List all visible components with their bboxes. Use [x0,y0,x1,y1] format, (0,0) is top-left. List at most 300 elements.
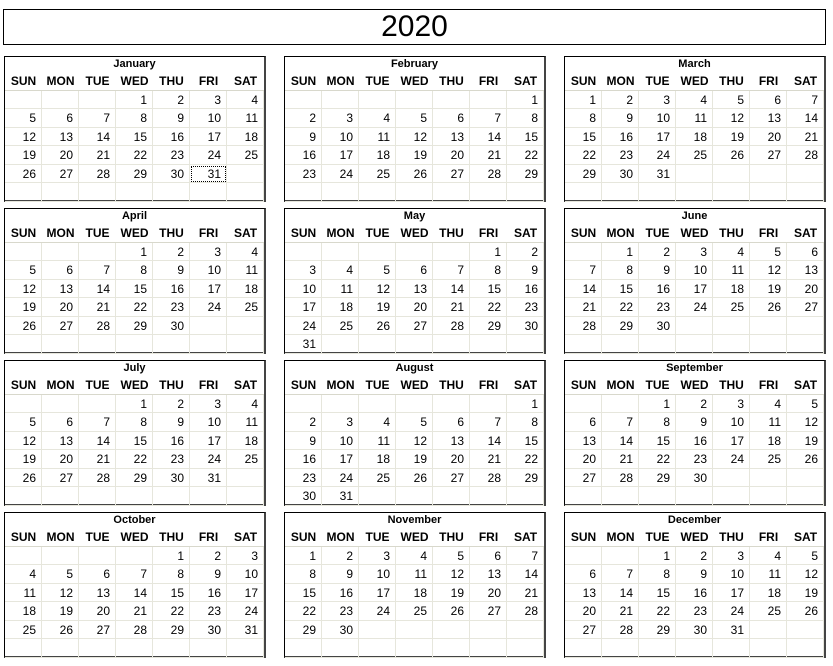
day-cell[interactable]: 11 [676,109,713,128]
day-cell[interactable]: 17 [639,128,676,147]
day-cell[interactable]: 28 [602,469,639,488]
day-cell[interactable]: 12 [433,565,470,584]
day-cell[interactable]: 31 [190,469,227,488]
day-cell[interactable]: 26 [713,146,750,165]
day-cell[interactable]: 23 [190,602,227,621]
day-cell[interactable]: 29 [116,165,153,184]
day-cell[interactable]: 9 [285,128,322,147]
day-cell[interactable]: 7 [565,261,602,280]
day-cell[interactable]: 10 [322,432,359,451]
day-cell[interactable]: 3 [285,261,322,280]
day-cell[interactable]: 14 [602,584,639,603]
day-cell[interactable]: 7 [787,91,824,110]
day-cell[interactable]: 27 [433,165,470,184]
day-cell[interactable]: 20 [565,450,602,469]
day-cell[interactable]: 8 [639,413,676,432]
day-cell[interactable]: 27 [42,317,79,336]
day-cell[interactable]: 19 [713,128,750,147]
day-cell[interactable]: 24 [190,298,227,317]
day-cell[interactable]: 1 [116,395,153,414]
day-cell[interactable]: 4 [396,547,433,566]
day-cell[interactable]: 4 [750,395,787,414]
day-cell[interactable]: 11 [227,261,264,280]
day-cell[interactable]: 13 [396,280,433,299]
day-cell[interactable]: 11 [750,413,787,432]
day-cell[interactable]: 1 [507,91,544,110]
day-cell[interactable]: 4 [676,91,713,110]
day-cell[interactable]: 16 [285,450,322,469]
day-cell[interactable]: 4 [359,109,396,128]
day-cell[interactable]: 3 [190,91,227,110]
day-cell[interactable]: 6 [42,413,79,432]
day-cell[interactable]: 1 [507,395,544,414]
day-cell[interactable]: 7 [602,413,639,432]
day-cell[interactable]: 17 [713,432,750,451]
day-cell[interactable]: 22 [116,146,153,165]
day-cell[interactable]: 10 [639,109,676,128]
day-cell[interactable]: 20 [750,128,787,147]
day-cell[interactable]: 11 [227,109,264,128]
day-cell[interactable]: 5 [396,109,433,128]
day-cell[interactable]: 8 [507,109,544,128]
day-cell[interactable]: 18 [750,432,787,451]
day-cell[interactable]: 10 [676,261,713,280]
day-cell[interactable]: 21 [79,146,116,165]
day-cell[interactable]: 7 [116,565,153,584]
day-cell[interactable]: 7 [602,565,639,584]
day-cell[interactable]: 26 [433,602,470,621]
day-cell[interactable]: 18 [676,128,713,147]
day-cell[interactable]: 16 [639,280,676,299]
day-cell[interactable]: 30 [153,165,190,184]
day-cell[interactable]: 14 [787,109,824,128]
day-cell[interactable]: 27 [42,165,79,184]
day-cell[interactable]: 12 [5,432,42,451]
day-cell[interactable]: 24 [639,146,676,165]
day-cell[interactable]: 27 [565,621,602,640]
day-cell[interactable]: 29 [470,317,507,336]
day-cell[interactable]: 21 [433,298,470,317]
day-cell[interactable]: 6 [433,413,470,432]
day-cell[interactable]: 24 [190,146,227,165]
day-cell[interactable]: 9 [153,261,190,280]
day-cell[interactable]: 16 [322,584,359,603]
day-cell[interactable]: 25 [227,450,264,469]
day-cell[interactable]: 15 [285,584,322,603]
day-cell[interactable]: 18 [5,602,42,621]
day-cell[interactable]: 5 [750,243,787,262]
day-cell[interactable]: 10 [285,280,322,299]
day-cell[interactable]: 13 [42,128,79,147]
day-cell[interactable]: 15 [507,432,544,451]
day-cell[interactable]: 19 [396,146,433,165]
day-cell[interactable]: 17 [190,280,227,299]
day-cell[interactable]: 8 [116,413,153,432]
day-cell[interactable]: 1 [639,395,676,414]
day-cell[interactable]: 2 [676,395,713,414]
day-cell[interactable]: 12 [713,109,750,128]
day-cell[interactable]: 2 [639,243,676,262]
day-cell[interactable]: 26 [787,450,824,469]
day-cell[interactable]: 22 [116,298,153,317]
day-cell[interactable]: 15 [116,128,153,147]
day-cell[interactable]: 3 [713,395,750,414]
day-cell[interactable]: 24 [713,450,750,469]
day-cell[interactable]: 25 [676,146,713,165]
day-cell[interactable]: 18 [322,298,359,317]
day-cell[interactable]: 8 [507,413,544,432]
day-cell[interactable]: 4 [713,243,750,262]
day-cell[interactable]: 16 [602,128,639,147]
day-cell[interactable]: 14 [79,432,116,451]
day-cell[interactable]: 22 [602,298,639,317]
day-cell[interactable]: 22 [639,450,676,469]
day-cell[interactable]: 18 [227,280,264,299]
day-cell[interactable]: 19 [5,146,42,165]
day-cell[interactable]: 30 [190,621,227,640]
day-cell[interactable]: 26 [42,621,79,640]
day-cell[interactable]: 17 [676,280,713,299]
day-cell[interactable]: 20 [470,584,507,603]
day-cell[interactable]: 15 [116,432,153,451]
day-cell[interactable]: 31 [713,621,750,640]
day-cell[interactable]: 19 [396,450,433,469]
day-cell[interactable]: 8 [565,109,602,128]
day-cell[interactable]: 29 [153,621,190,640]
day-cell[interactable]: 9 [639,261,676,280]
day-cell[interactable]: 13 [79,584,116,603]
day-cell[interactable]: 11 [396,565,433,584]
day-cell[interactable]: 11 [227,413,264,432]
day-cell[interactable]: 27 [565,469,602,488]
day-cell[interactable]: 15 [565,128,602,147]
day-cell[interactable]: 8 [602,261,639,280]
day-cell[interactable]: 23 [153,450,190,469]
day-cell[interactable]: 21 [602,602,639,621]
day-cell[interactable]: 1 [602,243,639,262]
day-cell[interactable]: 22 [507,450,544,469]
day-cell[interactable]: 30 [153,317,190,336]
day-cell[interactable]: 16 [153,128,190,147]
day-cell[interactable]: 12 [396,128,433,147]
day-cell[interactable]: 20 [79,602,116,621]
day-cell[interactable]: 23 [153,146,190,165]
day-cell[interactable]: 30 [602,165,639,184]
day-cell[interactable]: 4 [322,261,359,280]
day-cell[interactable]: 16 [153,432,190,451]
day-cell[interactable]: 4 [750,547,787,566]
day-cell[interactable]: 9 [322,565,359,584]
day-cell[interactable]: 17 [713,584,750,603]
day-cell[interactable]: 7 [79,413,116,432]
day-cell[interactable]: 25 [227,298,264,317]
day-cell[interactable]: 23 [676,450,713,469]
day-cell[interactable]: 6 [750,91,787,110]
day-cell[interactable]: 6 [565,413,602,432]
day-cell[interactable]: 23 [285,165,322,184]
day-cell[interactable]: 25 [750,450,787,469]
day-cell[interactable]: 15 [153,584,190,603]
day-cell[interactable]: 3 [227,547,264,566]
day-cell[interactable]: 18 [396,584,433,603]
day-cell[interactable]: 25 [396,602,433,621]
day-cell[interactable]: 24 [190,450,227,469]
day-cell[interactable]: 25 [359,469,396,488]
day-cell[interactable]: 11 [750,565,787,584]
day-cell[interactable]: 26 [5,317,42,336]
day-cell[interactable]: 3 [713,547,750,566]
day-cell[interactable]: 5 [5,261,42,280]
day-cell[interactable]: 25 [227,146,264,165]
day-cell[interactable]: 13 [42,432,79,451]
day-cell[interactable]: 13 [565,432,602,451]
day-cell[interactable]: 26 [396,469,433,488]
day-cell[interactable]: 21 [470,146,507,165]
day-cell[interactable]: 2 [153,91,190,110]
day-cell[interactable]: 28 [787,146,824,165]
day-cell[interactable]: 15 [639,432,676,451]
day-cell[interactable]: 1 [639,547,676,566]
day-cell[interactable]: 12 [396,432,433,451]
day-cell[interactable]: 7 [470,109,507,128]
day-cell[interactable]: 28 [602,621,639,640]
day-cell[interactable]: 20 [433,450,470,469]
day-cell[interactable]: 30 [676,621,713,640]
day-cell[interactable]: 18 [359,450,396,469]
day-cell[interactable]: 16 [190,584,227,603]
day-cell[interactable]: 22 [153,602,190,621]
day-cell[interactable]: 29 [639,621,676,640]
day-cell[interactable]: 29 [507,165,544,184]
day-cell[interactable]: 2 [602,91,639,110]
day-cell[interactable]: 27 [750,146,787,165]
day-cell[interactable]: 8 [153,565,190,584]
day-cell[interactable]: 18 [750,584,787,603]
day-cell[interactable]: 9 [676,565,713,584]
day-cell[interactable]: 1 [116,91,153,110]
day-cell[interactable]: 17 [227,584,264,603]
day-cell[interactable]: 21 [507,584,544,603]
day-cell[interactable]: 16 [676,432,713,451]
day-cell[interactable]: 20 [42,146,79,165]
day-cell[interactable]: 30 [322,621,359,640]
day-cell[interactable]: 6 [470,547,507,566]
day-cell[interactable]: 3 [190,395,227,414]
day-cell[interactable]: 2 [676,547,713,566]
day-cell[interactable]: 19 [5,298,42,317]
day-cell[interactable]: 21 [565,298,602,317]
day-cell[interactable]: 7 [79,109,116,128]
day-cell[interactable]: 24 [322,165,359,184]
day-cell[interactable]: 16 [507,280,544,299]
day-cell[interactable]: 14 [433,280,470,299]
day-cell[interactable]: 31 [227,621,264,640]
day-cell[interactable]: 31 [639,165,676,184]
day-cell[interactable]: 28 [79,469,116,488]
day-cell[interactable]: 10 [322,128,359,147]
day-cell[interactable]: 9 [676,413,713,432]
day-cell[interactable]: 13 [470,565,507,584]
day-cell[interactable]: 17 [322,146,359,165]
day-cell[interactable]: 14 [470,128,507,147]
day-cell[interactable]: 26 [750,298,787,317]
day-cell[interactable]: 2 [507,243,544,262]
day-cell[interactable]: 17 [359,584,396,603]
day-cell[interactable]: 6 [42,261,79,280]
day-cell[interactable]: 6 [79,565,116,584]
day-cell[interactable]: 19 [42,602,79,621]
day-cell[interactable]: 14 [116,584,153,603]
day-cell[interactable]: 30 [676,469,713,488]
day-cell[interactable]: 8 [639,565,676,584]
day-cell[interactable]: 6 [42,109,79,128]
day-cell[interactable]: 9 [285,432,322,451]
day-cell[interactable]: 27 [433,469,470,488]
day-cell[interactable]: 24 [676,298,713,317]
day-cell[interactable]: 24 [713,602,750,621]
day-cell[interactable]: 6 [787,243,824,262]
day-cell[interactable]: 6 [565,565,602,584]
day-cell[interactable]: 9 [153,109,190,128]
day-cell[interactable]: 14 [79,128,116,147]
day-cell[interactable]: 21 [116,602,153,621]
day-cell[interactable]: 28 [470,165,507,184]
day-cell[interactable]: 22 [470,298,507,317]
day-cell[interactable]: 2 [153,243,190,262]
day-cell[interactable]: 18 [359,146,396,165]
day-cell[interactable]: 14 [507,565,544,584]
day-cell[interactable]: 29 [507,469,544,488]
day-cell[interactable]: 6 [396,261,433,280]
day-cell[interactable]: 16 [676,584,713,603]
day-cell[interactable]: 2 [285,109,322,128]
day-cell[interactable]: 1 [153,547,190,566]
day-cell[interactable]: 12 [42,584,79,603]
day-cell[interactable]: 3 [322,413,359,432]
day-cell[interactable]: 1 [285,547,322,566]
day-cell[interactable]: 19 [433,584,470,603]
day-cell[interactable]: 8 [470,261,507,280]
day-cell[interactable]: 1 [565,91,602,110]
day-cell[interactable]: 25 [750,602,787,621]
day-cell[interactable]: 12 [787,413,824,432]
day-cell[interactable]: 4 [227,91,264,110]
day-cell[interactable]: 23 [676,602,713,621]
day-cell[interactable]: 29 [565,165,602,184]
day-cell[interactable]: 17 [322,450,359,469]
day-cell[interactable]: 17 [190,432,227,451]
day-cell[interactable]: 20 [787,280,824,299]
day-cell[interactable]: 8 [116,109,153,128]
day-cell[interactable]: 13 [787,261,824,280]
day-cell[interactable]: 9 [602,109,639,128]
day-cell[interactable]: 26 [359,317,396,336]
day-cell[interactable]: 24 [227,602,264,621]
day-cell[interactable]: 20 [42,298,79,317]
day-cell[interactable]: 23 [639,298,676,317]
day-cell[interactable]: 23 [602,146,639,165]
day-cell[interactable]: 15 [507,128,544,147]
day-cell[interactable]: 27 [42,469,79,488]
day-cell[interactable]: 19 [359,298,396,317]
day-cell[interactable]: 8 [116,261,153,280]
day-cell[interactable]: 12 [5,280,42,299]
day-cell[interactable]: 27 [470,602,507,621]
day-cell[interactable]: 27 [787,298,824,317]
day-cell[interactable]: 26 [396,165,433,184]
day-cell[interactable]: 20 [433,146,470,165]
day-cell[interactable]: 29 [116,469,153,488]
day-cell[interactable]: 14 [79,280,116,299]
day-cell[interactable]: 25 [322,317,359,336]
day-cell[interactable]: 21 [470,450,507,469]
day-cell[interactable]: 11 [359,128,396,147]
day-cell[interactable]: 16 [285,146,322,165]
day-cell[interactable]: 5 [5,109,42,128]
day-cell[interactable]: 10 [190,109,227,128]
day-cell[interactable]: 28 [116,621,153,640]
day-cell[interactable]: 24 [322,469,359,488]
day-cell[interactable]: 13 [433,128,470,147]
day-cell[interactable]: 31 [190,165,227,184]
day-cell[interactable]: 28 [507,602,544,621]
day-cell[interactable]: 4 [5,565,42,584]
day-cell[interactable]: 12 [750,261,787,280]
day-cell[interactable]: 21 [79,450,116,469]
day-cell[interactable]: 13 [42,280,79,299]
day-cell[interactable]: 23 [322,602,359,621]
day-cell[interactable]: 30 [285,487,322,506]
day-cell[interactable]: 2 [322,547,359,566]
day-cell[interactable]: 22 [565,146,602,165]
day-cell[interactable]: 15 [470,280,507,299]
day-cell[interactable]: 11 [713,261,750,280]
day-cell[interactable]: 11 [322,280,359,299]
day-cell[interactable]: 22 [507,146,544,165]
day-cell[interactable]: 23 [507,298,544,317]
day-cell[interactable]: 20 [396,298,433,317]
day-cell[interactable]: 27 [79,621,116,640]
day-cell[interactable]: 21 [787,128,824,147]
day-cell[interactable]: 4 [359,413,396,432]
day-cell[interactable]: 17 [285,298,322,317]
day-cell[interactable]: 15 [639,584,676,603]
day-cell[interactable]: 10 [713,413,750,432]
day-cell[interactable]: 30 [639,317,676,336]
day-cell[interactable]: 5 [787,395,824,414]
day-cell[interactable]: 12 [787,565,824,584]
day-cell[interactable]: 23 [153,298,190,317]
day-cell[interactable]: 26 [5,165,42,184]
day-cell[interactable]: 10 [190,413,227,432]
day-cell[interactable]: 31 [322,487,359,506]
day-cell[interactable]: 24 [285,317,322,336]
day-cell[interactable]: 7 [470,413,507,432]
day-cell[interactable]: 22 [285,602,322,621]
day-cell[interactable]: 16 [153,280,190,299]
day-cell[interactable]: 12 [359,280,396,299]
day-cell[interactable]: 12 [5,128,42,147]
day-cell[interactable]: 28 [565,317,602,336]
day-cell[interactable]: 24 [359,602,396,621]
day-cell[interactable]: 25 [713,298,750,317]
day-cell[interactable]: 3 [639,91,676,110]
day-cell[interactable]: 1 [116,243,153,262]
day-cell[interactable]: 5 [433,547,470,566]
day-cell[interactable]: 14 [602,432,639,451]
day-cell[interactable]: 18 [227,432,264,451]
day-cell[interactable]: 2 [190,547,227,566]
